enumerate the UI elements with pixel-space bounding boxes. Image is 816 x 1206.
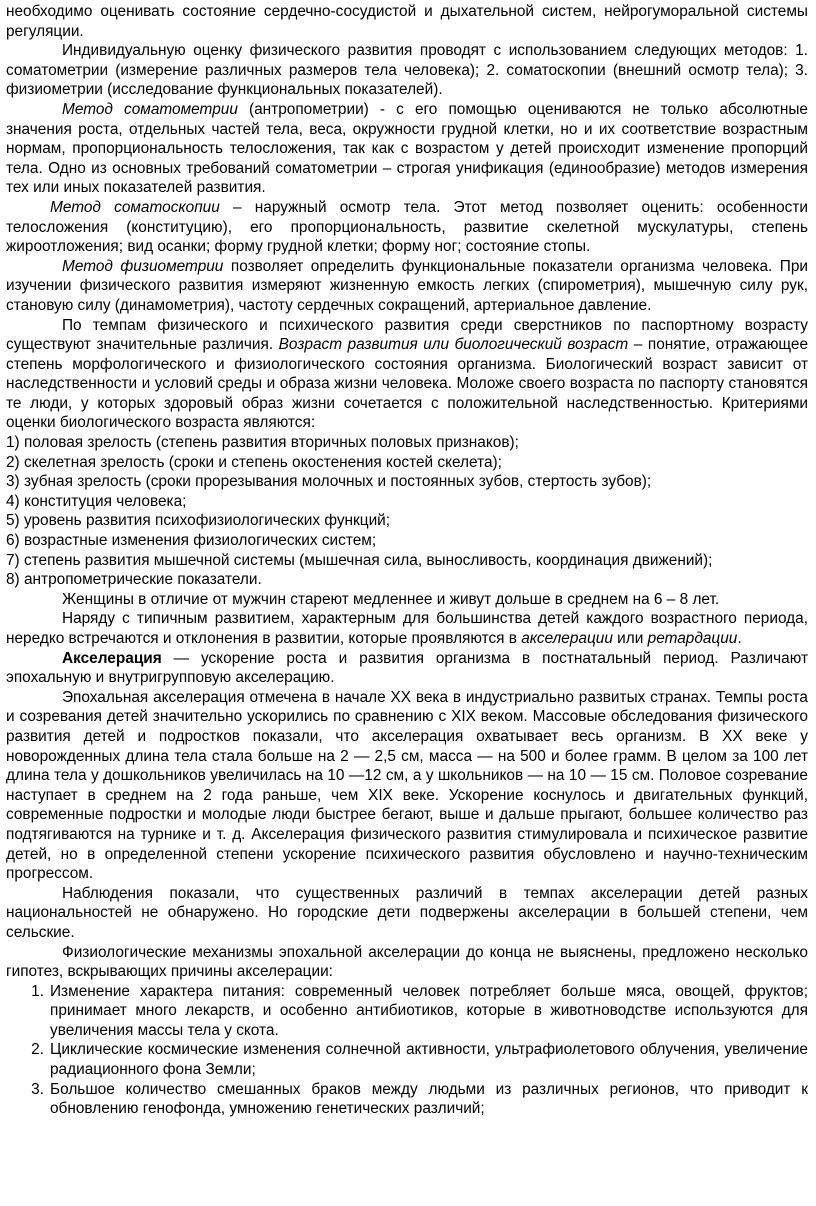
hypothesis-number: 2. — [31, 1041, 44, 1059]
deviations-end: . — [737, 630, 742, 647]
criteria-item: 8) антропометрические показатели. — [6, 571, 262, 589]
acceleration-definition-text: — ускорение роста и развития организма в постнатальный период. Различают эпохальную и внутригрупповую акселерацию. — [6, 649, 808, 687]
hypothesis-item — [6, 1040, 808, 1079]
hypothesis-text: Большое количество смешанных браков между людьми из различных регионов, что приводит к обновлению генофонда, умножению генетических различий; — [50, 1080, 808, 1118]
paragraph-biological-age — [6, 316, 808, 434]
paragraph-women-aging: Женщины в отличие от мужчин стареют медленнее и живут дольше в среднем на 6 – 8 лет. — [62, 590, 720, 608]
paragraph-physiometry — [6, 257, 808, 316]
physiometry-text: позволяет определить функциональные показатели организма человека. При изучении физического развития измеряют жизненную емкость легких (спирометрия), мышечную силу рук, становую силу (динамометрия), частоту сердечных сокращений, артериальное давление. — [6, 257, 809, 314]
term-somatoscopy: Метод соматоскопии — [50, 198, 220, 216]
criteria-item: 2) скелетная зрелость (сроки и степень окостенения костей скелета); — [6, 453, 502, 471]
paragraph-deviations — [6, 609, 808, 648]
hypothesis-text: Изменение характера питания: современный человек потребляет больше мяса, овощей, фруктов; принимает много лекарств, и особенно антибиотиков, которые в животноводстве используются для увеличения массы тела у скота. — [50, 982, 808, 1039]
hypothesis-item — [6, 1080, 808, 1119]
criteria-item: 4) конституция человека; — [6, 492, 187, 510]
paragraph-somatoscopy — [6, 198, 808, 257]
hypothesis-number: 1. — [31, 982, 44, 1000]
paragraph-acceleration-definition — [6, 649, 808, 688]
term-acceleration: Акселерация — [62, 649, 162, 667]
term-somatometry: Метод соматометрии — [62, 100, 238, 118]
somatometry-text: (антропометрии) - с его помощью оцениваются не только абсолютные значения роста, отдельных частей тела, веса, окружности грудной клетки, но и их соответствие возрастным нормам, пропорциональность телосложения, так как с возрастом у детей происходит изменение пропорций тела. Одно из основных требований соматометрии – строгая унификация (единообразие) методов измерения тех или иных показателей развития. — [6, 100, 808, 197]
hypothesis-text: Циклические космические изменения солнечной активности, ультрафиолетового облучения, увеличение радиационного фона Земли; — [50, 1041, 808, 1079]
term-biological-age: Возраст развития или биологический возраст — [278, 336, 629, 354]
term-retardation: ретардации — [647, 630, 738, 647]
paragraph-somatometry — [6, 100, 808, 198]
hypothesis-number: 3. — [31, 1080, 44, 1098]
paragraph-methods-overview: Индивидуальную оценку физического развития проводят с использованием следующих методов: 1. соматометрии (измерение различных размеров тела человека); 2. соматоскопии (внешний осмотр тела); 3. физиометрии (исследование функциональных показателей). — [6, 42, 808, 99]
criteria-list — [6, 433, 808, 590]
criteria-item: 7) степень развития мышечной системы (мышечная сила, выносливость, координация движений); — [6, 551, 713, 569]
criteria-item: 5) уровень развития психофизиологических функций; — [6, 512, 391, 530]
biological-age-text: – понятие, отражающее степень морфологического и физиологического состояния организма. Биологический возраст зависит от наследственности и условий среды и образа жизни человека. Моложе своего возраста по паспорту становятся те люди, у которых здоровый образ жизни сочетается с положительной наследственностью. Критериями оценки биологического возраста являются: — [6, 336, 808, 432]
term-acceleration-italic: акселерации — [521, 630, 613, 647]
hypothesis-item — [6, 982, 808, 1041]
criteria-item: 3) зубная зрелость (сроки прорезывания молочных и постоянных зубов, стертость зубов); — [6, 473, 652, 491]
biological-age-intro: По темпам физического и психического развития среди сверстников по паспортному возрасту существуют значительные различия. — [6, 316, 808, 354]
paragraph-mechanisms: Физиологические механизмы эпохальной акселерации до конца не выяснены, предложено несколько гипотез, вскрывающих причины акселерации: — [6, 943, 808, 981]
paragraph-epochal-acceleration: Эпохальная акселерация отмечена в начале XX века в индустриально развитых странах. Темпы роста и созревания детей значительно ускорились по сравнению с XIX веком. Массовые обследования физического развития детей и подростков показали, что акселерация охватывает весь организм. В XX веке у новорожденных длина тела стала больше на 2 — 2,5 см, масса — на 500 и более грамм. В целом за 100 лет длина тела у дошкольников увеличилась на 10 —12 см, а у школьников — на 10 — 15 см. Половое созревание наступает в среднем на 2 года раньше, чем XIX веке. Ускорение коснулось и двигательных функций, современные подростки и молодые люди быстрее бегают, выше и дальше прыгают, большее количество раз подтягиваются на турнике и т. д. Акселерация физического развития стимулировала и психическое развитие детей, но в определенной степени ускорение психического развития обусловлено и научно-техническим прогрессом. — [6, 688, 808, 883]
deviations-text: Наряду с типичным развитием, характерным для большинства детей каждого возрастного периода, нередко встречаются и отклонения в развитии, которые проявляются в — [6, 610, 808, 647]
somatoscopy-text: – наружный осмотр тела. Этот метод позволяет оценить: особенности телосложения (конституцию), его пропорциональность, развитие скелетной мускулатуры, степень жироотложения; вид осанки; форму грудной клетки; форму ног; состояние стопы. — [6, 198, 808, 256]
criteria-item: 1) половая зрелость (степень развития вторичных половых признаков); — [6, 434, 519, 452]
term-physiometry: Метод физиометрии — [62, 257, 224, 275]
paragraph-intro-continuation: необходимо оценивать состояние сердечно-сосудистой и дыхательной систем, нейрогуморальной системы регуляции. — [6, 3, 808, 40]
criteria-item: 6) возрастные изменения физиологических систем; — [6, 532, 377, 550]
deviations-conjunction: или — [612, 630, 648, 647]
hypotheses-list — [6, 982, 808, 1119]
paragraph-observations: Наблюдения показали, что существенных различий в темпах акселерации детей разных национальностей не обнаружено. Но городские дети подвержены акселерации в большей степени, чем сельские. — [6, 884, 808, 941]
